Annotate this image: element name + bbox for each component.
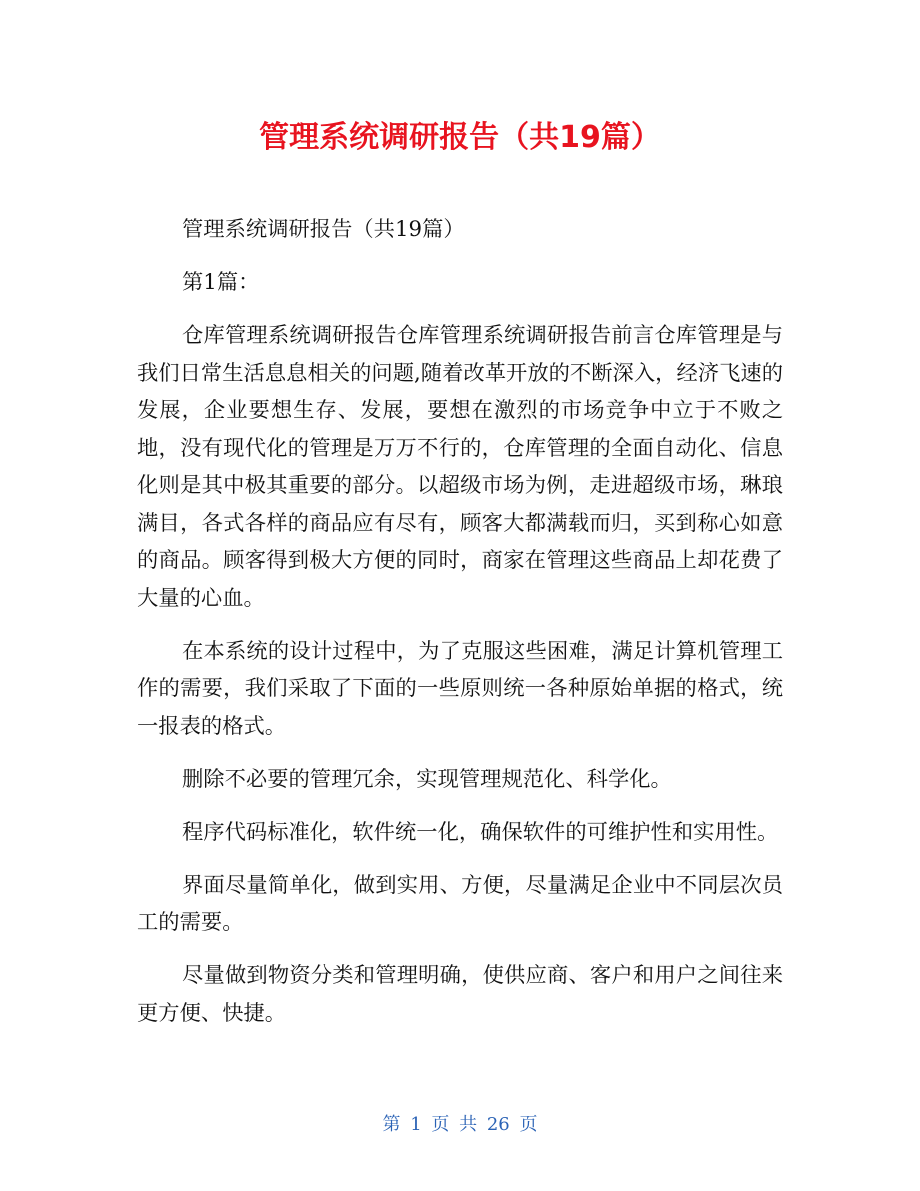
paragraph-principle-redundancy: 删除不必要的管理冗余，实现管理规范化、科学化。 <box>182 766 672 792</box>
document-title: 管理系统调研报告（共19篇） <box>259 120 661 155</box>
paragraph-principle-classification: 尽量做到物资分类和管理明确，使供应商、客户和用户之间往来更方便、快捷。 <box>137 963 783 1026</box>
paragraph-subtitle: 管理系统调研报告（共19篇） <box>182 217 465 242</box>
page-number-footer: 第 1 页 共 26 页 <box>382 1114 538 1135</box>
paragraph-design-principles: 在本系统的设计过程中，为了克服这些困难，满足计算机管理工作的需要，我们采取了下面的一些原则统一各种原始单据的格式，统一报表的格式。 <box>137 638 783 739</box>
paragraph-principle-interface: 界面尽量简单化，做到实用、方便，尽量满足企业中不同层次员工的需要。 <box>137 872 783 935</box>
paragraph-section-label: 第1篇： <box>182 270 260 295</box>
document-body <box>137 211 783 1048</box>
paragraph-principle-code: 程序代码标准化，软件统一化，确保软件的可维护性和实用性。 <box>182 819 779 845</box>
paragraph-intro: 仓库管理系统调研报告仓库管理系统调研报告前言仓库管理是与我们日常生活息息相关的问题,随着改革开放的不断深入，经济飞速的发展，企业要想生存、发展，要想在激烈的市场竞争中立于不败之地，没有现代化的管理是万万不行的，仓库管理的全面自动化、信息化则是其中极其重要的部分。以超级市场为例，走进超级市场，琳琅满目，各式各样的商品应有尽有，顾客大都满载而归，买到称心如意的商品。顾客得到极大方便的同时，商家在管理这些商品上却花费了大量的心血。 <box>137 323 783 611</box>
